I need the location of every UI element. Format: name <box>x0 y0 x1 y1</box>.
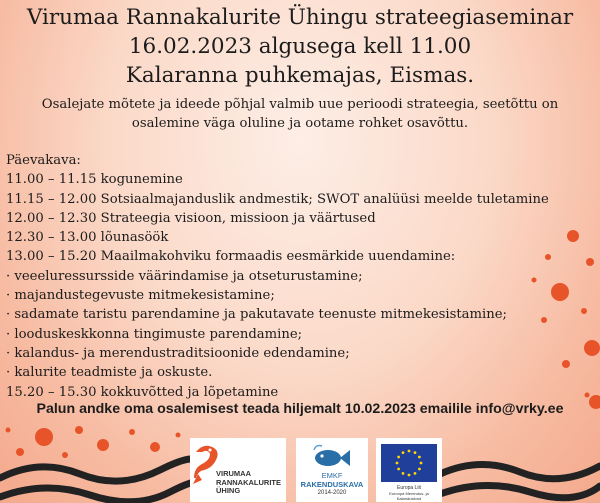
eu-logo-title: Europa Liit <box>397 485 421 491</box>
emkf-fish-icon <box>296 438 368 472</box>
agenda-item: 12.30 – 13.00 lõunasöök <box>6 230 169 246</box>
emkf-logo <box>296 438 368 502</box>
intro-line: osalemine väga oluline ja ootame rohket osavõttu. <box>131 116 469 131</box>
intro-line: Osalejate mõtete ja ideede põhjal valmib uue perioodi strateegia, seetõttu on <box>41 97 559 112</box>
emkf-logo-years: 2014-2020 <box>317 490 347 496</box>
eu-flag-icon <box>381 444 437 482</box>
agenda-item: · veeeluressursside väärindamise ja otseturustamine; <box>6 268 363 284</box>
intro-text <box>30 95 570 133</box>
agenda-item: 13.00 – 15.20 Maailmakohviku formaadis eesmärkide uuendamine: <box>6 249 456 265</box>
emkf-logo-subtitle: RAKENDUSKAVA <box>300 480 364 489</box>
vrky-logo-text: VIRUMAA RANNAKALURITE ÜHING <box>216 469 281 495</box>
registration-notice: Palun andke oma osalemisest teada hiljemalt 10.02.2023 emailile info@vrky.ee <box>36 401 564 417</box>
eu-logo-subtitle: Euroopa Merendus- ja Kalandusfond <box>389 491 429 501</box>
event-location: Kalaranna puhkemajas, Eismas. <box>125 63 475 88</box>
vrky-logo <box>190 438 286 502</box>
agenda-item: 11.00 – 11.15 kogunemine <box>6 172 183 188</box>
page-title: Virumaa Rannakalurite Ühingu strateegiaseminar <box>26 5 574 30</box>
agenda-item: · kalandus- ja merendustraditsioonide edendamine; <box>6 345 350 361</box>
agenda-item: · sadamate taristu parendamine ja pakutavate teenuste mitmekesistamine; <box>6 307 508 323</box>
agenda-item: · kalurite teadmiste ja oskuste. <box>6 365 213 381</box>
agenda-item: 11.15 – 12.00 Sotsiaalmajanduslik andmestik; SWOT analüüsi meelde tuletamine <box>6 191 549 207</box>
eu-logo <box>376 438 442 502</box>
agenda-item: 15.20 – 15.30 kokkuvõtted ja lõpetamine <box>6 384 279 400</box>
agenda <box>6 151 596 402</box>
event-datetime: 16.02.2023 algusega kell 11.00 <box>128 34 472 59</box>
emkf-logo-title: EMKF <box>321 471 343 480</box>
agenda-item: 12.00 – 12.30 Strateegia visioon, missioon ja väärtused <box>6 210 376 226</box>
agenda-item: · looduskeskkonna tingimuste parendamine; <box>6 326 303 342</box>
agenda-item: · majandustegevuste mitmekesistamine; <box>6 288 275 304</box>
decor-dots-left <box>6 426 181 458</box>
agenda-heading: Päevakava: <box>6 153 81 168</box>
